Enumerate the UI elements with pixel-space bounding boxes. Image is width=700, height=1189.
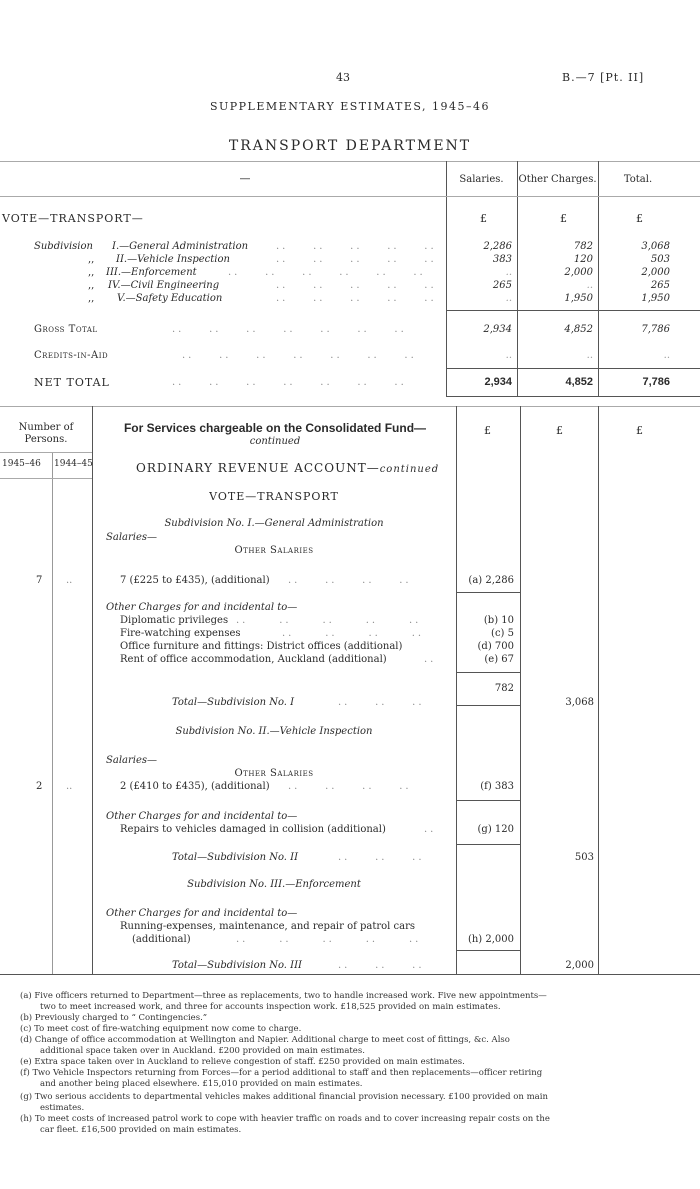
footnote-h-cont: car fleet. £16,500 provided on main estimates. bbox=[40, 1125, 242, 1135]
sub1-salary-amount: (a) 2,286 bbox=[468, 575, 514, 586]
detail-heading: For Services chargeable on the Consolidated Fund— bbox=[123, 421, 427, 435]
sub1-total: 3,068 bbox=[565, 697, 594, 708]
other-charges-label: Other Charges for and incidental to— bbox=[106, 811, 298, 822]
page-title: TRANSPORT DEPARTMENT bbox=[228, 138, 472, 154]
summary-total-cell: 503 bbox=[650, 254, 670, 265]
sub2-salary-line: 2 (£410 to £435), (additional) bbox=[120, 781, 270, 792]
summary-salaries-cell: 383 bbox=[492, 254, 512, 265]
credits-total: .. bbox=[663, 350, 670, 361]
summary-total-cell: 2,000 bbox=[641, 267, 670, 278]
vote-label: VOTE—TRANSPORT— bbox=[2, 212, 144, 225]
currency-other: £ bbox=[560, 212, 567, 225]
ditto-mark: ,, bbox=[88, 267, 95, 278]
net-total-other: 4,852 bbox=[565, 376, 593, 388]
gross-total-other: 4,852 bbox=[564, 324, 593, 335]
net-total-label: NET TOTAL bbox=[34, 376, 110, 389]
footnote-c: (c) To meet cost of fire-watching equipment now come to charge. bbox=[20, 1024, 302, 1034]
number-of-persons-header: Number of Persons. bbox=[18, 422, 74, 445]
summary-salaries-cell: 2,286 bbox=[483, 241, 512, 252]
ditto-mark: ,, bbox=[88, 280, 95, 291]
ditto-mark: ,, bbox=[88, 293, 95, 304]
ditto-mark: ,, bbox=[88, 254, 95, 265]
sub2-item-amount: (g) 120 bbox=[477, 824, 514, 835]
year-1945-46: 1945–46 bbox=[2, 459, 41, 469]
sub1-item-amount: (c) 5 bbox=[491, 628, 514, 639]
summary-row-label: III.—Enforcement bbox=[106, 267, 197, 278]
summary-salaries-cell: .. bbox=[505, 267, 512, 278]
footnote-f-cont: and another being placed elsewhere. £15,010 provided on main estimates. bbox=[40, 1079, 363, 1089]
persons-1945-46: 2 bbox=[36, 781, 43, 792]
col-salaries-header: Salaries. bbox=[459, 174, 504, 185]
footnote-f: (f) Two Vehicle Inspectors returning from Forces—for a period additional to staff and then replacements—officer retiring bbox=[20, 1068, 543, 1078]
sub1-other-total: 782 bbox=[494, 683, 514, 694]
footnote-b: (b) Previously charged to “ Contingencies.” bbox=[20, 1013, 208, 1023]
detail-currency-salaries: £ bbox=[484, 424, 491, 437]
sub3-item-amount: (h) 2,000 bbox=[467, 934, 514, 945]
sub2-item-label: Repairs to vehicles damaged in collision (additional) bbox=[120, 824, 386, 835]
summary-other-cell: 120 bbox=[573, 254, 593, 265]
currency-salaries: £ bbox=[480, 212, 487, 225]
summary-row-label: II.—Vehicle Inspection bbox=[116, 254, 230, 265]
gross-total-salaries: 2,934 bbox=[483, 324, 512, 335]
sub1-salary-line: 7 (£225 to £435), (additional) bbox=[120, 575, 270, 586]
account-heading bbox=[136, 461, 439, 475]
summary-total-cell: 1,950 bbox=[641, 293, 670, 304]
subdivision-2-heading: Subdivision No. II.—Vehicle Inspection bbox=[175, 726, 373, 737]
footnote-d: (d) Change of office accommodation at Wellington and Napier. Additional charge to meet cost of fittings, &c. Also bbox=[20, 1035, 510, 1045]
summary-salaries-cell: 265 bbox=[492, 280, 512, 291]
salaries-label: Salaries— bbox=[106, 532, 158, 543]
detail-currency-other: £ bbox=[556, 424, 563, 437]
net-total-total: 7,786 bbox=[642, 376, 670, 388]
page-subtitle: SUPPLEMENTARY ESTIMATES, 1945–46 bbox=[209, 100, 491, 113]
year-1944-45: 1944–45 bbox=[54, 459, 93, 469]
gross-total-label: Gross Total bbox=[34, 324, 98, 335]
persons-1945-46: 7 bbox=[36, 575, 43, 586]
summary-row-label: IV.—Civil Engineering bbox=[108, 280, 220, 291]
account-heading-text: ORDINARY REVENUE ACCOUNT— bbox=[136, 461, 380, 475]
sub1-total-label: Total—Subdivision No. I bbox=[172, 697, 295, 708]
summary-row-label: V.—Safety Education bbox=[117, 293, 223, 304]
footnote-g-cont: estimates. bbox=[40, 1103, 85, 1113]
summary-other-cell: 782 bbox=[573, 241, 593, 252]
summary-other-cell: .. bbox=[586, 280, 593, 291]
other-charges-label: Other Charges for and incidental to— bbox=[106, 602, 298, 613]
footnote-e: (e) Extra space taken over in Auckland to relieve congestion of staff. £250 provided on main estimates. bbox=[20, 1057, 465, 1067]
footnote-a: (a) Five officers returned to Department—three as replacements, two to handle increased work. Five new appointments— bbox=[20, 991, 547, 1001]
gross-total-total: 7,786 bbox=[641, 324, 670, 335]
sub2-salary-amount: (f) 383 bbox=[480, 781, 514, 792]
summary-row-label: I.—General Administration bbox=[112, 241, 249, 252]
detail-heading-continued: continued bbox=[249, 436, 301, 447]
document-reference: B.—7 [Pt. II] bbox=[562, 71, 645, 84]
detail-currency-total: £ bbox=[636, 424, 643, 437]
sub1-item-label: Rent of office accommodation, Auckland (additional) bbox=[120, 654, 387, 665]
sub1-item-amount: (d) 700 bbox=[477, 641, 514, 652]
subdivision-3-heading: Subdivision No. III.—Enforcement bbox=[187, 879, 361, 890]
sub1-item-amount: (e) 67 bbox=[484, 654, 514, 665]
footnote-g: (g) Two serious accidents to departmental vehicles makes additional financial provision necessary. £100 provided on main bbox=[20, 1092, 548, 1102]
sub1-item-label: Diplomatic privileges bbox=[120, 615, 229, 626]
col-total-header: Total. bbox=[623, 174, 653, 185]
col-other-charges-header: Other Charges. bbox=[518, 174, 597, 185]
sub3-item-line-2: (additional) bbox=[132, 934, 191, 945]
credits-in-aid-label: Credits-in-Aid bbox=[34, 350, 109, 361]
sub1-item-amount: (b) 10 bbox=[483, 615, 514, 626]
sub3-item-line-1: Running-expenses, maintenance, and repair of patrol cars bbox=[120, 921, 415, 932]
other-salaries-label: Other Salaries bbox=[234, 545, 314, 556]
net-total-salaries: 2,934 bbox=[484, 376, 512, 388]
currency-total: £ bbox=[636, 212, 643, 225]
summary-total-cell: 265 bbox=[650, 280, 670, 291]
credits-other: .. bbox=[586, 350, 593, 361]
sub3-total-label: Total—Subdivision No. III bbox=[172, 960, 303, 971]
credits-salaries: .. bbox=[505, 350, 512, 361]
summary-salaries-cell: .. bbox=[505, 293, 512, 304]
other-charges-label: Other Charges for and incidental to— bbox=[106, 908, 298, 919]
sub3-total: 2,000 bbox=[565, 960, 594, 971]
account-heading-continued: continued bbox=[379, 464, 440, 475]
sub1-item-label: Fire-watching expenses bbox=[120, 628, 241, 639]
sub2-total: 503 bbox=[574, 852, 594, 863]
subdivision-word: Subdivision bbox=[34, 241, 93, 252]
persons-1944-45: .. bbox=[66, 575, 73, 586]
subdivision-1-heading: Subdivision No. I.—General Administration bbox=[164, 518, 384, 529]
summary-total-cell: 3,068 bbox=[641, 241, 670, 252]
footnote-a-cont: two to meet increased work, and three for accounts inspection work. £18,525 provided on main estimates. bbox=[40, 1002, 501, 1012]
salaries-label: Salaries— bbox=[106, 755, 158, 766]
persons-1944-45: .. bbox=[66, 781, 73, 792]
sub1-item-label: Office furniture and fittings: District offices (additional) bbox=[120, 641, 403, 652]
sub2-total-label: Total—Subdivision No. II bbox=[172, 852, 299, 863]
vote-heading: VOTE—TRANSPORT bbox=[209, 490, 339, 503]
summary-other-cell: 1,950 bbox=[564, 293, 593, 304]
page-number: 43 bbox=[336, 71, 350, 84]
summary-other-cell: 2,000 bbox=[564, 267, 593, 278]
summary-dash-header: — bbox=[239, 172, 251, 185]
footnote-d-cont: additional space taken over in Auckland. £200 provided on main estimates. bbox=[40, 1046, 365, 1056]
other-salaries-label: Other Salaries bbox=[234, 768, 314, 779]
footnote-h: (h) To meet costs of increased patrol work to cope with heavier traffic on roads and to cover increasing repair costs on the bbox=[20, 1114, 550, 1124]
